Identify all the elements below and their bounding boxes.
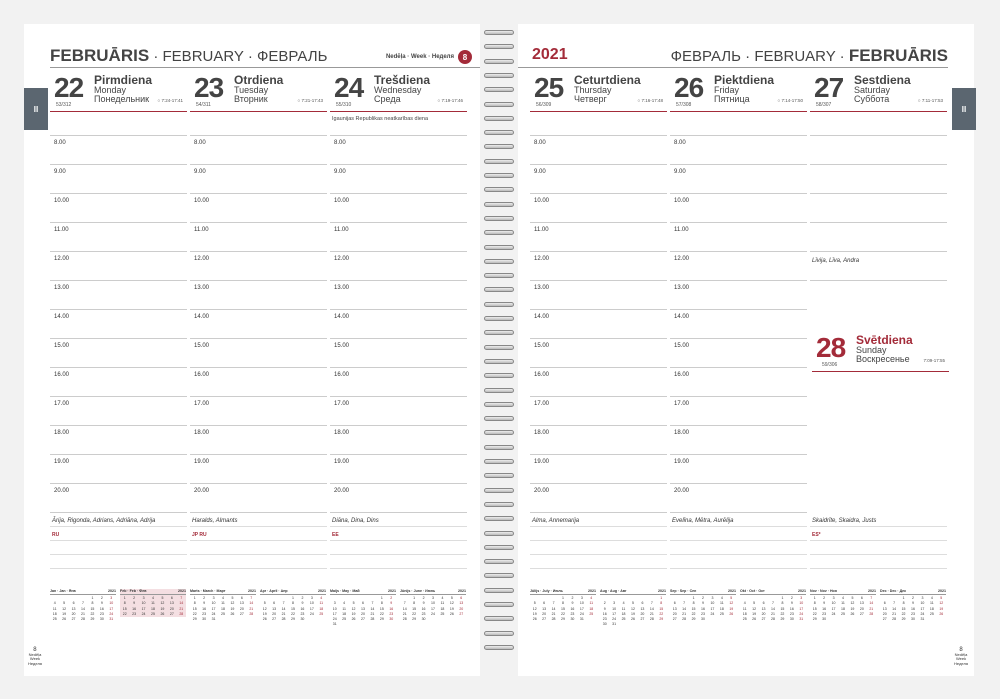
hour-row[interactable]: [50, 194, 187, 223]
spiral-ring: [484, 116, 514, 121]
hour-label: 11.00: [334, 227, 349, 233]
hour-label: 8.00: [194, 140, 206, 146]
name-days: Diāna, Dina, Dins: [332, 518, 379, 524]
spiral-ring: [484, 316, 514, 321]
note-line: [190, 568, 327, 569]
note-line: [50, 568, 187, 569]
hour-row[interactable]: [670, 310, 807, 339]
spiral-ring: [484, 159, 514, 164]
hour-row[interactable]: [810, 165, 947, 194]
hour-label: 16.00: [194, 372, 210, 378]
hour-row[interactable]: [330, 368, 467, 397]
hour-row[interactable]: [530, 194, 667, 223]
spiral-ring: [484, 73, 514, 78]
note-line: [810, 526, 947, 527]
day-number: 26: [674, 72, 704, 103]
spiral-ring: [484, 445, 514, 450]
country-code: ES*: [812, 532, 821, 538]
note-line: [670, 540, 807, 541]
day-header: [330, 68, 467, 112]
day-header: [530, 68, 667, 112]
note-line: [190, 526, 327, 527]
spiral-ring: [484, 545, 514, 550]
day-name-en: Friday: [714, 85, 740, 95]
day-number: 22: [54, 72, 84, 103]
hour-label: 9.00: [334, 169, 346, 175]
hour-row[interactable]: [330, 194, 467, 223]
hour-label: 15.00: [194, 343, 210, 349]
hour-row[interactable]: [670, 339, 807, 368]
hour-row[interactable]: [530, 339, 667, 368]
note-line: [810, 540, 947, 541]
spiral-ring: [484, 473, 514, 478]
hour-label: 18.00: [54, 430, 70, 436]
name-days: Ārija, Rigonda, Adrians, Adriāna, Adrija: [52, 518, 156, 524]
note-line: [330, 568, 467, 569]
hour-row[interactable]: [50, 455, 187, 484]
hour-label: 18.00: [534, 430, 550, 436]
hour-label: 17.00: [54, 401, 70, 407]
day-name-ru: Четверг: [574, 94, 607, 104]
note-line: [530, 554, 667, 555]
hour-row[interactable]: [190, 252, 327, 281]
spiral-ring: [484, 144, 514, 149]
hour-label: 13.00: [674, 285, 690, 291]
mini-calendar: Aug · Aug · Авг 2021 1 2 3 4 5 6 7 8 9 10 11 12 13 14 15 16 17 18 19 20 21 22 23 24 25 26 27 28 29 30 31: [600, 589, 666, 627]
hour-row[interactable]: [50, 484, 187, 513]
spiral-ring: [484, 245, 514, 250]
hour-row[interactable]: [50, 223, 187, 252]
spiral-binding: [480, 30, 518, 660]
spiral-ring: [484, 202, 514, 207]
hour-label: 20.00: [54, 488, 70, 494]
spiral-ring: [484, 187, 514, 192]
hour-label: 13.00: [334, 285, 350, 291]
hour-row[interactable]: [190, 484, 327, 513]
spiral-ring: [484, 373, 514, 378]
hour-label: 12.00: [674, 256, 690, 262]
spiral-ring: [484, 87, 514, 92]
spiral-ring: [484, 44, 514, 49]
note-line: [50, 554, 187, 555]
hour-row[interactable]: [530, 310, 667, 339]
hour-row[interactable]: [50, 339, 187, 368]
hour-row[interactable]: [670, 455, 807, 484]
spiral-ring: [484, 388, 514, 393]
hour-row[interactable]: [50, 281, 187, 310]
day-name-en: Tuesday: [234, 85, 269, 95]
country-code: JP RU: [192, 532, 207, 538]
hour-label: 18.00: [334, 430, 350, 436]
hour-row[interactable]: [810, 194, 947, 223]
spiral-ring: [484, 330, 514, 335]
hour-row[interactable]: [190, 194, 327, 223]
spiral-ring: [484, 216, 514, 221]
note-line: [330, 540, 467, 541]
hour-label: 18.00: [194, 430, 210, 436]
hour-label: 8.00: [674, 140, 686, 146]
hour-row[interactable]: [530, 455, 667, 484]
hour-row[interactable]: [50, 252, 187, 281]
spiral-ring: [484, 402, 514, 407]
hour-label: 12.00: [54, 256, 70, 262]
day-column[interactable]: [530, 68, 667, 513]
note-line: [190, 540, 327, 541]
mini-calendar: Dec · Dec · Дек 2021 1 2 3 4 5 6 7 8 9 10 11 12 13 14 15 16 17 18 19 20 21 22 23 24 25 26 27 28 29 30 31: [880, 589, 946, 622]
note-line: [530, 540, 667, 541]
hour-label: 9.00: [534, 169, 546, 175]
day-name-lv: Piektdiena: [714, 73, 775, 87]
hour-row[interactable]: [50, 426, 187, 455]
day-number: 25: [534, 72, 564, 103]
hour-row[interactable]: [670, 165, 807, 194]
spiral-ring: [484, 230, 514, 235]
day-count: 56/309: [536, 102, 552, 108]
day-name-lv: Trešdiena: [374, 73, 431, 87]
day-name-en: Thursday: [574, 85, 612, 95]
spiral-ring: [484, 588, 514, 593]
hour-row[interactable]: [190, 165, 327, 194]
holiday-note: [50, 112, 187, 136]
hour-label: 14.00: [674, 314, 690, 320]
day-sunday[interactable]: 28 Svētdiena Sunday Воскресенье 59/306 7:09-17:55: [812, 328, 949, 372]
country-code: RU: [52, 532, 60, 538]
mini-calendar: Feb · Feb · Фев 2021 1 2 3 4 5 6 7 8 9 10 11 12 13 14 15 16 17 18 19 20 21 22 23 24 25 26 27 28: [120, 589, 186, 616]
hour-label: 11.00: [54, 227, 69, 233]
spiral-ring: [484, 259, 514, 264]
hour-row[interactable]: [670, 397, 807, 426]
week-corner-right: 8 Nedēļa Week Неделя: [954, 647, 968, 666]
spiral-ring: [484, 488, 514, 493]
hour-row[interactable]: [530, 136, 667, 165]
hour-label: 19.00: [54, 459, 70, 465]
spiral-ring: [484, 102, 514, 107]
note-line: [50, 540, 187, 541]
spiral-ring: [484, 30, 514, 35]
day-number: 23: [194, 72, 224, 103]
mini-calendar: Marts · March · Март 2021 1 2 3 4 5 6 7 8 9 10 11 12 13 14 15 16 17 18 19 20 21 22 23 24 25 26 27 28 29 30 31: [190, 589, 256, 622]
hour-label: 10.00: [534, 198, 550, 204]
right-page: [518, 24, 974, 676]
day-column[interactable]: [810, 68, 947, 281]
hour-label: 20.00: [194, 488, 210, 494]
day-name-en: Monday: [94, 85, 127, 95]
holiday-note: [670, 112, 807, 136]
hour-row[interactable]: [190, 136, 327, 165]
hour-label: 14.00: [334, 314, 350, 320]
day-column[interactable]: [50, 68, 187, 513]
hour-row[interactable]: [330, 484, 467, 513]
holiday-note: [530, 112, 667, 136]
day-name-en: Saturday: [854, 85, 891, 95]
spiral-ring: [484, 516, 514, 521]
note-line: [810, 554, 947, 555]
hour-label: 14.00: [54, 314, 70, 320]
day-column[interactable]: [670, 68, 807, 513]
hour-label: 19.00: [334, 459, 350, 465]
mini-calendar: Jan · Jan · Янв 2021 1 2 3 4 5 6 7 8 9 10 11 12 13 14 15 16 17 18 19 20 21 22 23 24 25 26 27 28 29 30 31: [50, 589, 116, 622]
hour-label: 19.00: [194, 459, 210, 465]
mini-calendar: Apr · April · Апр 2021 1 2 3 4 5 6 7 8 9 10 11 12 13 14 15 16 17 18 19 20 21 22 23 24 25 26 27 28 29 30: [260, 589, 326, 622]
hour-label: 16.00: [54, 372, 70, 378]
hour-row[interactable]: [530, 426, 667, 455]
hour-label: 15.00: [54, 343, 70, 349]
hour-row[interactable]: [670, 223, 807, 252]
mini-calendar: Jūlijs · July · Июль 2021 1 2 3 4 5 6 7 8 9 10 11 12 13 14 15 16 17 18 19 20 21 22 23 24 25 26 27 28 29 30 31: [530, 589, 596, 622]
sunrise-sunset: ○ 7:16-17:48: [637, 98, 663, 103]
day-number: 24: [334, 72, 364, 103]
day-name-lv: Pirmdiena: [94, 73, 153, 87]
hour-row[interactable]: [670, 484, 807, 513]
hour-label: 13.00: [534, 285, 550, 291]
hour-row[interactable]: [190, 339, 327, 368]
hour-label: 13.00: [54, 285, 70, 291]
hour-label: 18.00: [674, 430, 690, 436]
hour-label: 15.00: [674, 343, 690, 349]
day-name-lv: Otrdiena: [234, 73, 284, 87]
hour-label: 17.00: [194, 401, 210, 407]
hour-row[interactable]: [330, 136, 467, 165]
hour-row[interactable]: [190, 223, 327, 252]
hour-label: 16.00: [534, 372, 550, 378]
hour-row[interactable]: [50, 397, 187, 426]
right-month-header: ФЕВРАЛЬ · FEBRUARY · FEBRUĀRIS: [670, 46, 948, 65]
sunrise-sunset: ○ 7:19-17:46: [437, 98, 463, 103]
mini-calendar: Sep · Sep · Сен 2021 1 2 3 4 5 6 7 8 9 10 11 12 13 14 15 16 17 18 19 20 21 22 23 24 25 26 27 28 29 30: [670, 589, 736, 622]
hour-label: 16.00: [334, 372, 350, 378]
spiral-ring: [484, 531, 514, 536]
day-count: 53/312: [56, 102, 72, 108]
spiral-ring: [484, 559, 514, 564]
spiral-ring: [484, 602, 514, 607]
name-days-sunday: Skaidrīte, Skaidra, Justs: [812, 518, 877, 524]
note-line: [330, 554, 467, 555]
spiral-ring: [484, 430, 514, 435]
hour-row[interactable]: [330, 426, 467, 455]
note-line: [530, 526, 667, 527]
hour-label: 19.00: [534, 459, 550, 465]
spiral-ring: [484, 631, 514, 636]
hour-label: 12.00: [334, 256, 350, 262]
day-count: 54/311: [196, 102, 211, 108]
hour-label: 12.00: [194, 256, 210, 262]
sunrise-sunset: ○ 7:11-17:53: [917, 98, 943, 103]
hour-label: 11.00: [194, 227, 209, 233]
hour-row[interactable]: [330, 310, 467, 339]
day-count: 55/310: [336, 102, 352, 108]
spiral-ring: [484, 359, 514, 364]
mini-calendar: Maijs · May · Май 2021 1 2 3 4 5 6 7 8 9 10 11 12 13 14 15 16 17 18 19 20 21 22 23 24 25 26 27 28 29 30 31: [330, 589, 396, 627]
sunrise-sunset: ○ 7:21-17:43: [297, 98, 323, 103]
hour-row[interactable]: [190, 368, 327, 397]
hour-row[interactable]: [330, 223, 467, 252]
hour-label: 11.00: [534, 227, 549, 233]
hour-label: 20.00: [334, 488, 350, 494]
day-name-ru: Вторник: [234, 94, 268, 104]
hour-label: 12.00: [534, 256, 550, 262]
hour-label: 8.00: [534, 140, 546, 146]
hour-label: 10.00: [674, 198, 690, 204]
hour-row[interactable]: [670, 252, 807, 281]
hour-label: 17.00: [334, 401, 350, 407]
hour-row[interactable]: [530, 252, 667, 281]
hour-row[interactable]: [530, 281, 667, 310]
day-name-ru: Суббота: [854, 94, 890, 104]
mini-calendar: Nov · Nov · Ноя 2021 1 2 3 4 5 6 7 8 9 10 11 12 13 14 15 16 17 18 19 20 21 22 23 24 25 26 27 28 29 30: [810, 589, 876, 622]
spiral-ring: [484, 273, 514, 278]
day-name-en: Wednesday: [374, 85, 422, 95]
spiral-ring: [484, 345, 514, 350]
name-days: Līvija, Līva, Andra: [812, 258, 860, 264]
hour-label: 10.00: [334, 198, 350, 204]
hour-row[interactable]: [810, 223, 947, 252]
day-header: [810, 68, 947, 112]
hour-row[interactable]: [330, 455, 467, 484]
note-line: [330, 526, 467, 527]
day-name-ru: Пятница: [714, 94, 750, 104]
day-name-ru: Понедельник: [94, 94, 150, 104]
hour-label: 20.00: [534, 488, 550, 494]
month-tab-right[interactable]: II: [952, 88, 976, 130]
note-line: [670, 526, 807, 527]
hour-row[interactable]: [330, 339, 467, 368]
hour-row[interactable]: [530, 223, 667, 252]
holiday-note: Igaunijas Republikas neatkarības diena: [330, 112, 467, 136]
hour-label: 14.00: [194, 314, 210, 320]
hour-label: 20.00: [674, 488, 690, 494]
hour-row[interactable]: [670, 194, 807, 223]
name-days: Evelīna, Mētra, Aurēlija: [672, 518, 734, 524]
hour-row[interactable]: [810, 252, 947, 281]
hour-row[interactable]: [50, 165, 187, 194]
hour-row[interactable]: [530, 484, 667, 513]
hour-row[interactable]: [190, 281, 327, 310]
note-line: [50, 526, 187, 527]
hour-label: 17.00: [674, 401, 690, 407]
hour-row[interactable]: [530, 397, 667, 426]
hour-label: 9.00: [194, 169, 206, 175]
hour-label: 15.00: [334, 343, 350, 349]
day-header: [670, 68, 807, 112]
note-line: [530, 568, 667, 569]
spiral-ring: [484, 645, 514, 650]
hour-label: 19.00: [674, 459, 690, 465]
hour-row[interactable]: [330, 165, 467, 194]
hour-row[interactable]: [190, 397, 327, 426]
mini-calendar: Jūnijs · June · Июнь 2021 1 2 3 4 5 6 7 8 9 10 11 12 13 14 15 16 17 18 19 20 21 22 23 24 25 26 27 28 29 30: [400, 589, 466, 622]
hour-label: 10.00: [54, 198, 70, 204]
spiral-ring: [484, 459, 514, 464]
hour-label: 11.00: [674, 227, 689, 233]
left-page: [24, 24, 480, 676]
spiral-ring: [484, 416, 514, 421]
hour-row[interactable]: [50, 368, 187, 397]
hour-row[interactable]: [330, 281, 467, 310]
left-month-header: FEBRUĀRIS · FEBRUARY · ФЕВРАЛЬ: [50, 46, 328, 65]
day-count: 58/307: [816, 102, 832, 108]
holiday-note: [190, 112, 327, 136]
mini-calendar: Okt · Oct · Окт 2021 1 2 3 4 5 6 7 8 9 10 11 12 13 14 15 16 17 18 19 20 21 22 23 24 25 26 27 28 29 30 31: [740, 589, 806, 622]
holiday-note: [810, 112, 947, 136]
day-number: 27: [814, 72, 844, 103]
hour-row[interactable]: [190, 310, 327, 339]
hour-row[interactable]: [330, 397, 467, 426]
name-days: Haralds, Almants: [192, 518, 238, 524]
hour-row[interactable]: [190, 455, 327, 484]
spiral-ring: [484, 173, 514, 178]
day-column[interactable]: [330, 68, 467, 513]
hour-row[interactable]: [50, 136, 187, 165]
spiral-ring: [484, 616, 514, 621]
sunrise-sunset: ○ 7:24-17:41: [157, 98, 183, 103]
day-name-ru: Среда: [374, 94, 401, 104]
year-label: 2021: [532, 46, 568, 63]
day-column[interactable]: [190, 68, 327, 513]
note-line: [810, 568, 947, 569]
hour-row[interactable]: [50, 310, 187, 339]
hour-label: 15.00: [534, 343, 550, 349]
hour-row[interactable]: [530, 368, 667, 397]
month-tab-left[interactable]: II: [24, 88, 48, 130]
hour-row[interactable]: [530, 165, 667, 194]
hour-label: 14.00: [534, 314, 550, 320]
country-code: EE: [332, 532, 339, 538]
spiral-ring: [484, 502, 514, 507]
spiral-ring: [484, 302, 514, 307]
hour-label: 16.00: [674, 372, 690, 378]
hour-label: 17.00: [534, 401, 550, 407]
spiral-ring: [484, 59, 514, 64]
day-count: 57/308: [676, 102, 692, 108]
hour-row[interactable]: [330, 252, 467, 281]
hour-label: 9.00: [54, 169, 66, 175]
hour-row[interactable]: [670, 426, 807, 455]
spiral-ring: [484, 287, 514, 292]
hour-label: 8.00: [334, 140, 346, 146]
spiral-ring: [484, 573, 514, 578]
week-corner-left: 8 Nedēļa Week Неделя: [28, 647, 42, 666]
hour-row[interactable]: [810, 136, 947, 165]
sunrise-sunset: ○ 7:14-17:50: [777, 98, 803, 103]
name-days: Alma, Annemarija: [532, 518, 580, 524]
week-badge: Nedēļa · Week · Неделя 8: [386, 50, 472, 64]
day-header: [190, 68, 327, 112]
day-name-lv: Sestdiena: [854, 73, 911, 87]
hour-label: 10.00: [194, 198, 210, 204]
day-header: [50, 68, 187, 112]
hour-label: 8.00: [54, 140, 66, 146]
spiral-ring: [484, 130, 514, 135]
hour-row[interactable]: [670, 368, 807, 397]
hour-label: 9.00: [674, 169, 686, 175]
note-line: [190, 554, 327, 555]
hour-row[interactable]: [190, 426, 327, 455]
hour-label: 13.00: [194, 285, 210, 291]
hour-row[interactable]: [670, 281, 807, 310]
note-line: [670, 554, 807, 555]
note-line: [670, 568, 807, 569]
hour-row[interactable]: [670, 136, 807, 165]
day-name-lv: Ceturtdiena: [574, 73, 641, 87]
